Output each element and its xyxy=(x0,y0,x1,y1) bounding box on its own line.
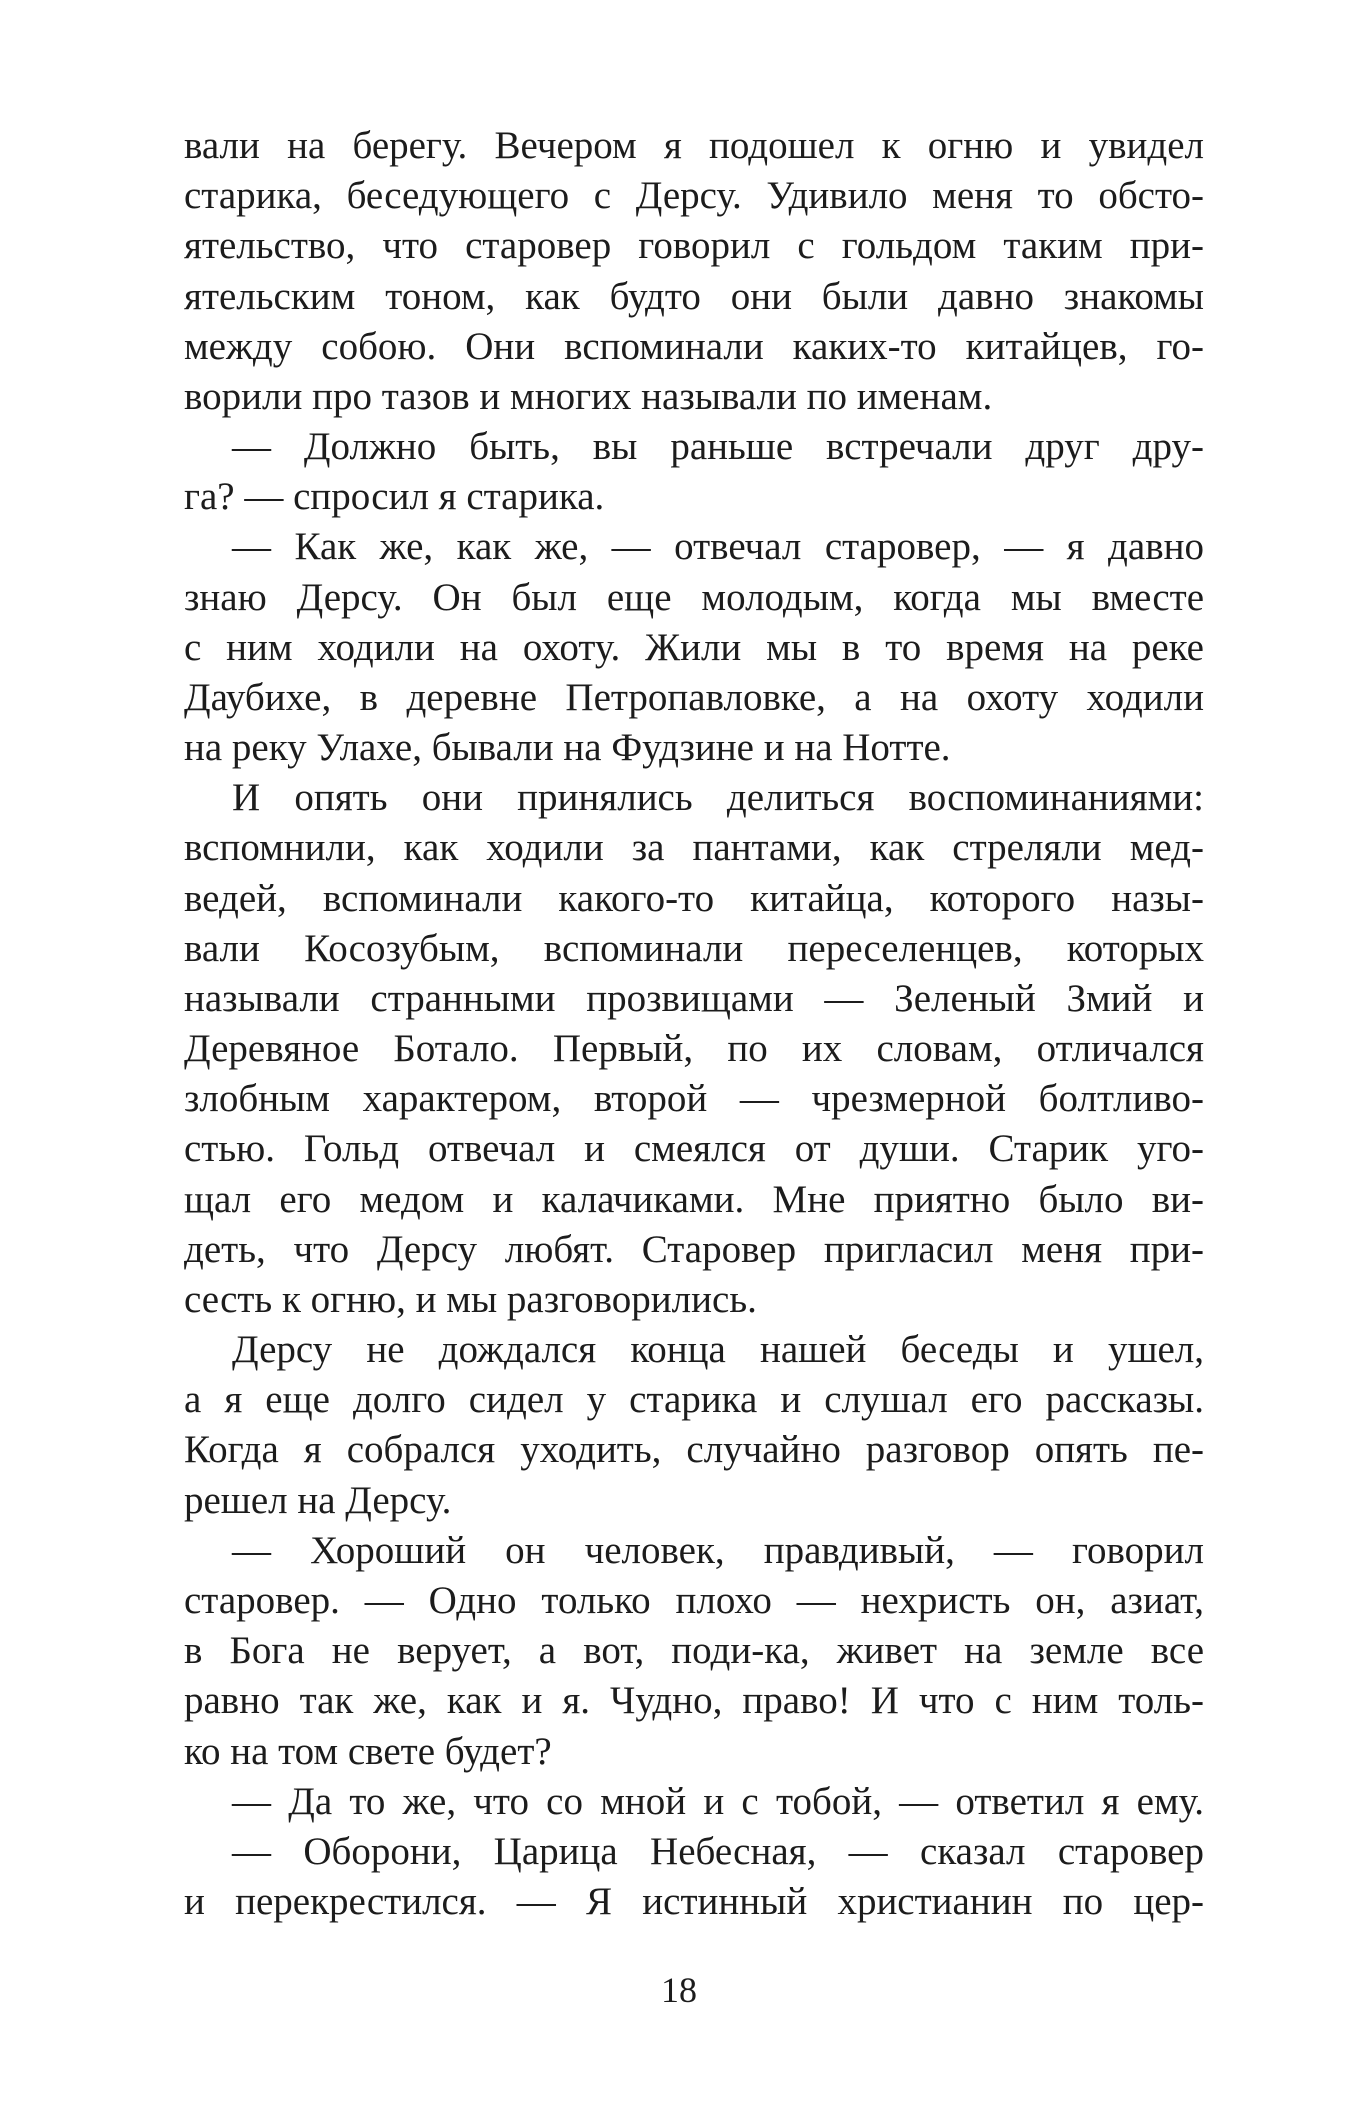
text-line: и перекрестился. — Я истинный христианин по цер- xyxy=(184,1880,1204,1924)
text-line: ко на том свете будет? xyxy=(184,1729,552,1773)
text-line: — Как же, как же, — отвечал старовер, — я давно xyxy=(232,525,1204,569)
text-line: ятельским тоном, как будто они были давно знакомы xyxy=(184,274,1204,318)
text-line: — Да то же, что со мной и с тобой, — ответил я ему. xyxy=(232,1779,1204,1823)
text-line: с ним ходили на охоту. Жили мы в то время на реке xyxy=(184,625,1204,669)
text-line: называли странными прозвищами — Зеленый Змий и xyxy=(184,976,1204,1020)
text-line: — Оборони, Царица Небесная, — сказал старовер xyxy=(232,1829,1204,1873)
text-line: а я еще долго сидел у старика и слушал его рассказы. xyxy=(184,1378,1204,1422)
text-line: знаю Дерсу. Он был еще молодым, когда мы вместе xyxy=(184,575,1204,619)
text-line: — Должно быть, вы раньше встречали друг дру- xyxy=(232,425,1204,469)
text-line: деть, что Дерсу любят. Старовер пригласил меня при- xyxy=(184,1227,1204,1271)
text-line: между собою. Они вспоминали каких-то китайцев, го- xyxy=(184,324,1204,368)
text-line: — Хороший он человек, правдивый, — говорил xyxy=(232,1528,1204,1572)
text-line: ворили про тазов и многих называли по именам. xyxy=(184,374,993,418)
text-line: ятельство, что старовер говорил с гольдом таким при- xyxy=(184,224,1204,268)
text-line: стью. Гольд отвечал и смеялся от души. Старик уго- xyxy=(184,1127,1204,1171)
text-line: на реку Улахе, бывали на Фудзине и на Нотте. xyxy=(184,726,951,770)
text-line: Даубихе, в деревне Петропавловке, а на охоту ходили xyxy=(184,675,1204,719)
text-line: Когда я собрался уходить, случайно разговор опять пе- xyxy=(184,1428,1204,1472)
text-line: щал его медом и калачиками. Мне приятно было ви- xyxy=(184,1177,1204,1221)
text-line: га? — спросил я старика. xyxy=(184,475,605,519)
text-line: Деревяное Ботало. Первый, по их словам, отличался xyxy=(184,1027,1204,1071)
text-line: старовер. — Одно только плохо — нехристь он, азиат, xyxy=(184,1578,1204,1622)
text-line: сесть к огню, и мы разговорились. xyxy=(184,1277,757,1321)
text-line: злобным характером, второй — чрезмерной болтливо- xyxy=(184,1077,1204,1121)
text-line: решел на Дерсу. xyxy=(184,1478,452,1522)
text-line: Дерсу не дождался конца нашей беседы и ушел, xyxy=(232,1328,1204,1372)
text-line: равно так же, как и я. Чудно, право! И что с ним толь- xyxy=(184,1679,1204,1723)
text-line: вали на берегу. Вечером я подошел к огню и увидел xyxy=(184,124,1204,167)
text-line: вали Косозубым, вспоминали переселенцев, которых xyxy=(184,926,1204,970)
text-line: И опять они принялись делиться воспоминаниями: xyxy=(232,776,1204,820)
text-line: вспомнили, как ходили за пантами, как стреляли мед- xyxy=(184,826,1204,870)
page-body-text xyxy=(184,121,1204,1927)
text-line: ведей, вспоминали какого-то китайца, которого назы- xyxy=(184,876,1204,920)
text-line: в Бога не верует, а вот, поди-ка, живет на земле все xyxy=(184,1629,1204,1673)
text-line: старика, беседующего с Дерсу. Удивило меня то обсто- xyxy=(184,174,1204,218)
page-number: 18 xyxy=(661,1970,697,2010)
